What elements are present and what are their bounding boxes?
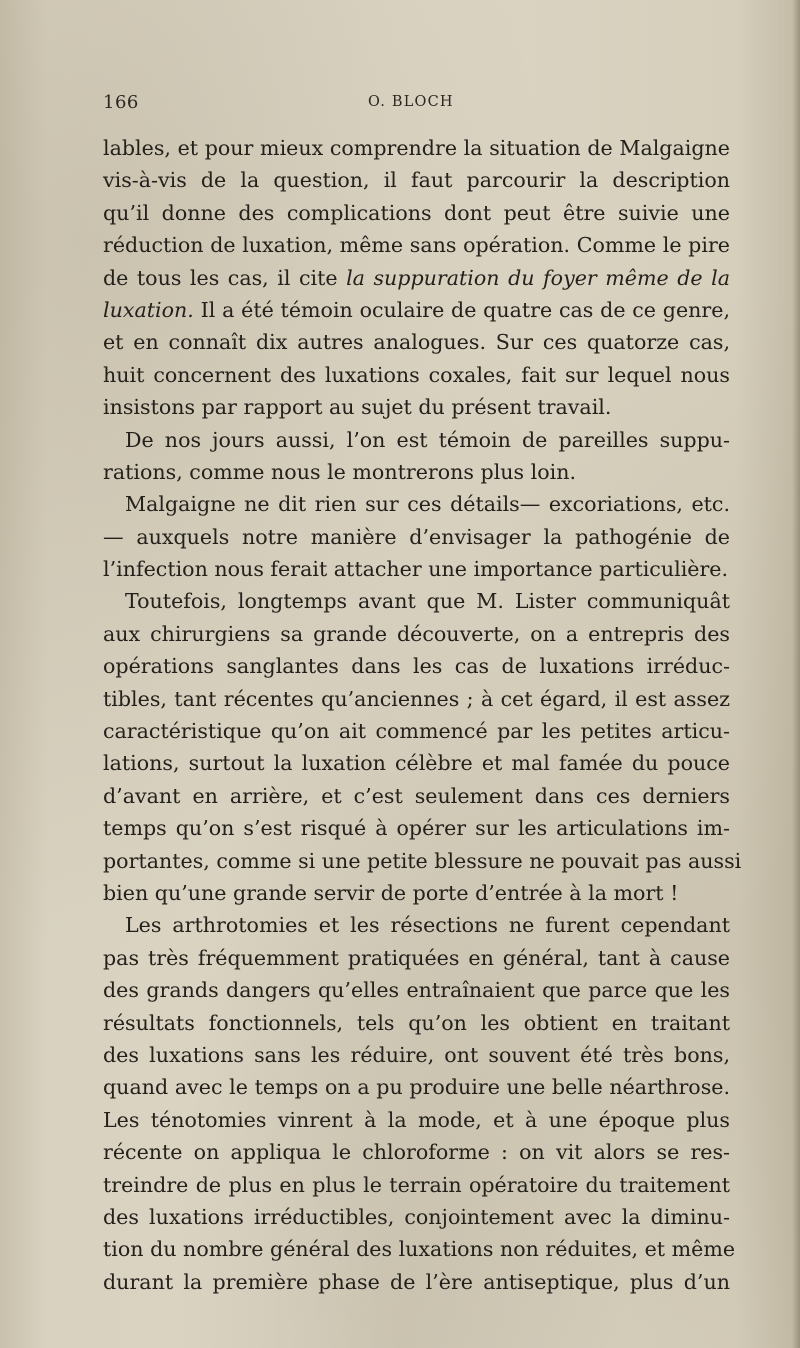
page-number: 166 (103, 92, 139, 113)
running-head (103, 92, 730, 118)
text-line (103, 294, 730, 326)
text-line: des grands dangers qu’elles entraînaient que parce que les (103, 978, 730, 1003)
text-line: huit concernent des luxations coxales, fait sur lequel nous (103, 362, 730, 387)
text-line: d’avant en arrière, et c’est seulement dans ces derniers (103, 783, 730, 808)
italic-text: la suppuration du foyer même de la (346, 265, 730, 290)
body-text (103, 132, 742, 1298)
text-line: Malgaigne ne dit rien sur ces détails— excoriations, etc. (125, 492, 730, 517)
text-line: caractéristique qu’on ait commencé par les petites articu- (103, 719, 730, 744)
text-segment: Il a été témoin oculaire de quatre cas de ce genre, (193, 297, 730, 322)
text-line: Les arthrotomies et les résections ne furent cependant (125, 913, 730, 938)
text-line: portantes, comme si une petite blessure ne pouvait pas aussi (103, 848, 742, 873)
text-line: insistons par rapport au sujet du présent travail. (103, 395, 612, 420)
text-line: qu’il donne des complications dont peut être suivie une (103, 200, 730, 225)
text-line: bien qu’une grande servir de porte d’entrée à la mort ! (103, 880, 679, 905)
text-line: lables, et pour mieux comprendre la situation de Malgaigne (103, 136, 730, 160)
text-line (103, 262, 730, 294)
text-line: aux chirurgiens sa grande découverte, on a entrepris des (103, 621, 730, 646)
text-line: — auxquels notre manière d’envisager la pathogénie de (103, 524, 730, 549)
text-line: treindre de plus en plus le terrain opératoire du traitement (103, 1172, 730, 1197)
text-line: tion du nombre général des luxations non réduites, et même (103, 1237, 736, 1262)
text-line: Les ténotomies vinrent à la mode, et à une époque plus (103, 1107, 730, 1132)
text-line: des luxations irréductibles, conjointement avec la diminu- (103, 1204, 730, 1229)
text-line: Toutefois, longtemps avant que M. Lister communiquât (125, 589, 730, 614)
italic-text: luxation. (103, 297, 194, 322)
text-segment: de tous les cas, il cite (103, 265, 347, 290)
text-line: tibles, tant récentes qu’anciennes ; à cet égard, il est assez (103, 686, 730, 711)
running-head-author: O. BLOCH (368, 94, 454, 110)
text-line: résultats fonctionnels, tels qu’on les obtient en traitant (103, 1010, 730, 1035)
text-line: réduction de luxation, même sans opération. Comme le pire (103, 233, 730, 258)
text-line: quand avec le temps on a pu produire une belle néarthrose. (103, 1075, 730, 1100)
text-line: récente on appliqua le chloroforme : on vit alors se res- (103, 1140, 730, 1165)
text-line: lations, surtout la luxation célèbre et mal famée du pouce (103, 751, 730, 776)
page-edge-shadow (792, 0, 800, 1348)
text-line: rations, comme nous le montrerons plus loin. (103, 459, 577, 484)
text-line: pas très fréquemment pratiquées en général, tant à cause (103, 945, 730, 970)
text-line: l’infection nous ferait attacher une importance particulière. (103, 557, 729, 582)
text-line: vis-à-vis de la question, il faut parcourir la description (103, 168, 730, 193)
text-line: De nos jours aussi, l’on est témoin de pareilles suppu- (125, 427, 730, 452)
text-line: durant la première phase de l’ère antiseptique, plus d’un (103, 1269, 730, 1294)
text-line: des luxations sans les réduire, ont souvent été très bons, (103, 1042, 730, 1067)
text-line: opérations sanglantes dans les cas de luxations irréduc- (103, 654, 730, 679)
text-line: temps qu’on s’est risqué à opérer sur les articulations im- (103, 816, 730, 841)
text-line: et en connaît dix autres analogues. Sur ces quatorze cas, (103, 330, 730, 355)
